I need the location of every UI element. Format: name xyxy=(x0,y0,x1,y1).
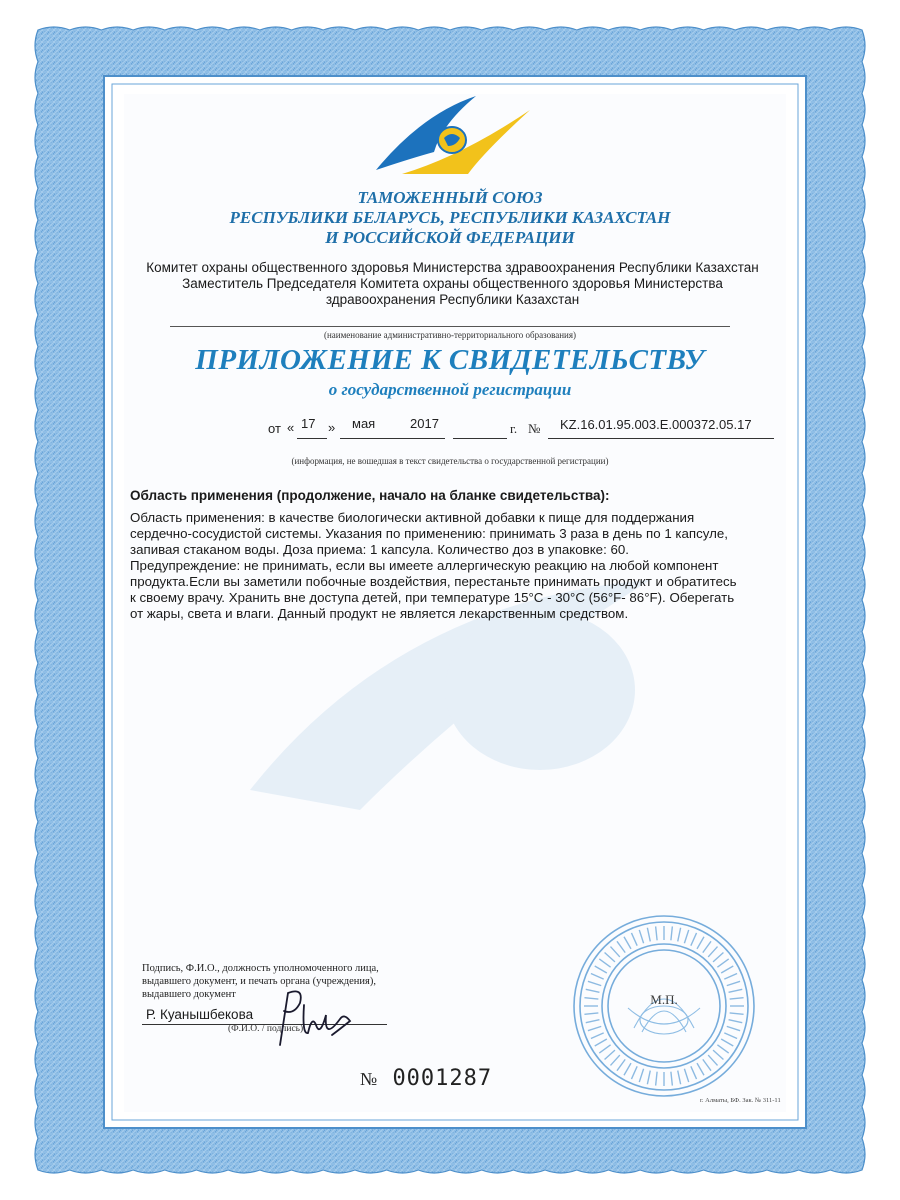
stamp-text-mark xyxy=(703,941,711,952)
signatory-name: Р. Куанышбекова xyxy=(146,1007,254,1022)
body-line-1: Область применения: в качестве биологически активной добавки к пище для поддержания xyxy=(130,510,695,525)
stamp-text-mark xyxy=(721,1039,733,1046)
stamp-text-mark xyxy=(584,998,598,999)
stamp-text-mark xyxy=(724,973,737,979)
stamp-text-mark xyxy=(588,1026,601,1030)
stamp-text-mark xyxy=(605,952,615,961)
signature-name-caption: (Ф.И.О. / подпись) xyxy=(228,1024,304,1034)
stamp-text-mark xyxy=(721,966,733,973)
signature-caption-line-3: выдавшего документ xyxy=(142,989,236,1000)
stamp-text-mark xyxy=(730,998,744,999)
stamp-label: М.П. xyxy=(650,992,678,1007)
date-day: 17 xyxy=(301,416,316,431)
stamp-text-mark xyxy=(697,1063,704,1075)
stamp-text-mark xyxy=(708,1055,717,1065)
stamp-text-mark xyxy=(703,1059,711,1070)
stamp-text-mark xyxy=(727,1026,740,1030)
stamp-text-mark xyxy=(584,1013,598,1014)
stamp-text-mark xyxy=(588,981,601,985)
stamp-text-mark xyxy=(605,1050,615,1059)
stamp-text-mark xyxy=(610,1055,619,1065)
stamp-text-mark xyxy=(713,952,723,961)
body-line-6: к своему врачу. Хранить вне доступа детей, при температуре 15°С - 30°С (56°F- 86°F). Оберегать xyxy=(130,590,735,605)
authority-line-2: Заместитель Председателя Комитета охраны общественного здоровья Министерства xyxy=(182,276,723,291)
year-blank-field xyxy=(453,420,507,439)
stamp-text-mark xyxy=(697,937,704,949)
stamp-text-mark xyxy=(656,1072,657,1086)
body-line-2: сердечно-сосудистой системы. Указания по применению: принимать 3 раза в день по 1 капсуле, xyxy=(130,526,728,541)
stamp-text-mark xyxy=(595,966,607,973)
stamp-text-mark xyxy=(624,937,631,949)
customs-union-logo xyxy=(372,94,532,176)
stamp-text-mark xyxy=(631,933,637,946)
stamp-text-mark xyxy=(631,1066,637,1079)
union-title-line-1: ТАМОЖЕННЫЙ СОЮЗ xyxy=(357,188,543,207)
stamp-text-mark xyxy=(678,928,681,942)
date-open-quote: « xyxy=(287,420,295,435)
application-section xyxy=(130,488,790,622)
stamp-text-mark xyxy=(639,1069,643,1082)
year-suffix: г. xyxy=(510,421,518,436)
serial-number-sign: № xyxy=(360,1069,379,1089)
stamp-text-mark xyxy=(647,928,650,942)
stamp-text-mark xyxy=(730,1013,744,1014)
printer-imprint: г. Алматы, БФ. Зак. № 311-11 xyxy=(700,1097,781,1104)
stamp-text-mark xyxy=(586,1020,600,1023)
stamp-text-mark xyxy=(586,989,600,992)
stamp-text-mark xyxy=(729,1020,743,1023)
handwritten-signature xyxy=(270,985,360,1055)
body-line-7: от жары, света и влаги. Данный продукт не является лекарственным средством. xyxy=(130,606,629,621)
application-heading: Область применения (продолжение, начало на бланке свидетельства): xyxy=(130,488,610,503)
registration-number: KZ.16.01.95.003.E.000372.05.17 xyxy=(560,417,752,432)
document-subtitle: о государственной регистрации xyxy=(328,380,572,399)
stamp-text-mark xyxy=(691,1066,697,1079)
date-prefix: от xyxy=(268,421,281,436)
body-line-5: продукта.Если вы заметили побочные воздействия, перестаньте принимать продукт и обратитесь xyxy=(130,574,737,589)
stamp-text-mark xyxy=(678,1071,681,1085)
authority-line-3: здравоохранения Республики Казахстан xyxy=(325,292,580,307)
body-line-4: Предупреждение: не принимать, если вы имеете аллергическую реакцию на любой компонент xyxy=(130,558,719,573)
stamp-text-mark xyxy=(684,930,688,943)
stamp-text-mark xyxy=(591,1033,604,1039)
stamp-text-mark xyxy=(724,1033,737,1039)
authority-line-1: Комитет охраны общественного здоровья Министерства здравоохранения Республики Казахстан xyxy=(146,260,759,275)
stamp-text-mark xyxy=(713,1050,723,1059)
signature-caption-line-2: выдавшего документ, и печать органа (учреждения), xyxy=(142,976,376,987)
stamp-text-mark xyxy=(708,947,717,957)
stamp-text-mark xyxy=(591,973,604,979)
stamp-text-mark xyxy=(671,1072,672,1086)
stamp-text-mark xyxy=(717,1045,728,1053)
stamp-text-mark xyxy=(639,930,643,943)
authority-caption: (наименование административно-территориального образования) xyxy=(323,330,576,340)
stamp-text-mark xyxy=(684,1069,688,1082)
stamp-text-mark xyxy=(671,926,672,940)
stamp-text-mark xyxy=(729,989,743,992)
stamp-text-mark xyxy=(647,1071,650,1085)
union-title-line-3: И РОССИЙСКОЙ ФЕДЕРАЦИИ xyxy=(325,228,575,247)
stamp-text-mark xyxy=(624,1063,631,1075)
stamp-text-mark xyxy=(691,933,697,946)
number-sign: № xyxy=(528,421,541,436)
serial-number: 0001287 xyxy=(392,1066,493,1091)
authority-underline xyxy=(170,326,730,327)
stamp-text-mark xyxy=(727,981,740,985)
union-title-line-2: РЕСПУБЛИКИ БЕЛАРУСЬ, РЕСПУБЛИКИ КАЗАХСТАН xyxy=(229,208,671,227)
date-close-quote: » xyxy=(328,420,336,435)
signature-caption-line-1: Подпись, Ф.И.О., должность уполномоченного лица, xyxy=(142,963,379,974)
stamp-text-mark xyxy=(617,1059,625,1070)
stamp-text-mark xyxy=(595,1039,607,1046)
stamp-text-mark xyxy=(617,941,625,952)
body-line-3: запивая стаканом воды. Доза приема: 1 капсула. Количество доз в упаковке: 60. xyxy=(130,542,629,557)
date-month: мая xyxy=(352,416,376,431)
official-stamp xyxy=(568,910,760,1102)
stamp-text-mark xyxy=(656,926,657,940)
stamp-text-mark xyxy=(717,959,728,967)
stamp-text-mark xyxy=(599,1045,610,1053)
document-title: ПРИЛОЖЕНИЕ К СВИДЕТЕЛЬСТВУ xyxy=(195,344,705,376)
info-caption: (информация, не вошедшая в текст свидетельства о государственной регистрации) xyxy=(291,456,609,466)
date-year: 2017 xyxy=(410,416,439,431)
stamp-text-mark xyxy=(610,947,619,957)
stamp-text-mark xyxy=(599,959,610,967)
